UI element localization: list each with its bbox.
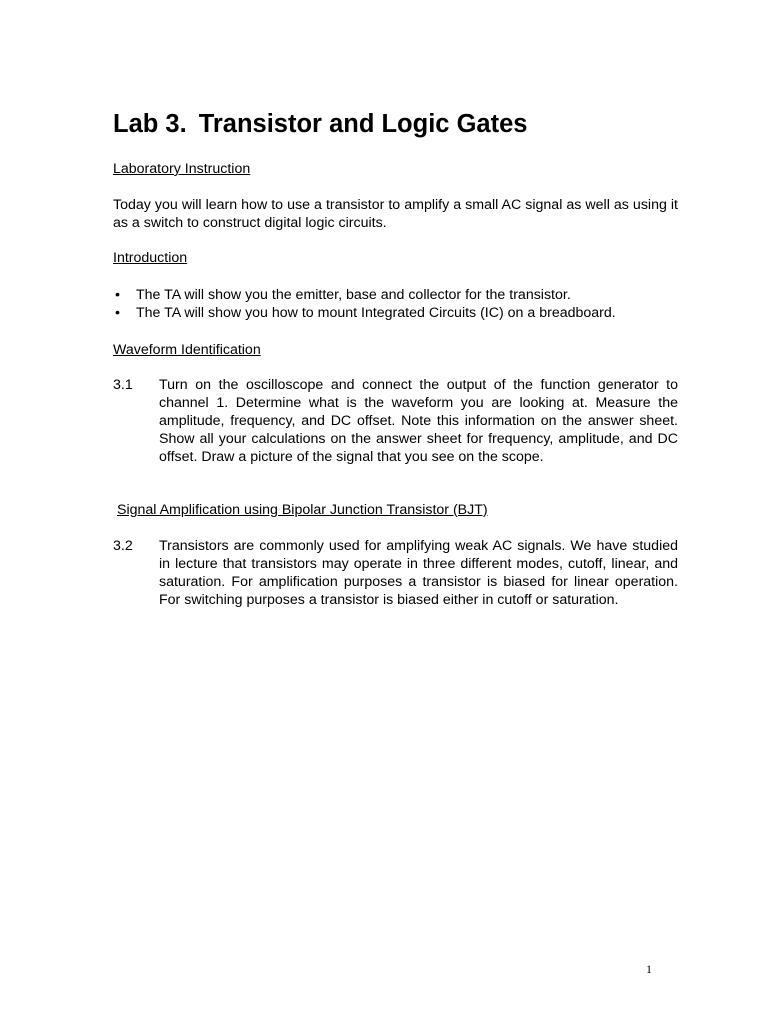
bullet-icon: •: [115, 305, 120, 321]
item-number: 3.1: [113, 377, 133, 393]
heading-laboratory-instruction: Laboratory Instruction: [113, 161, 251, 177]
introduction-bullet-list: [113, 286, 678, 322]
heading-signal-amplification: Signal Amplification using Bipolar Junction Transistor (BJT): [117, 502, 488, 518]
list-item: [113, 286, 678, 304]
item-text: Turn on the oscilloscope and connect the output of the function generator to channel 1. Determine what is the waveform you are looking at. Measure the amplitude, frequency, and DC offset. Note this information on the answer sheet. Show all your calculations on the answer sheet for frequency, amplitude, and DC offset. Draw a picture of the signal that you see on the scope.: [159, 377, 678, 465]
item-text: Transistors are commonly used for amplifying weak AC signals. We have studied in lecture that transistors may operate in three different modes, cutoff, linear, and saturation. For amplification purposes a transistor is biased for linear operation. For switching purposes a transistor is biased either in cutoff or saturation.: [159, 538, 678, 608]
bullet-text: The TA will show you how to mount Integrated Circuits (IC) on a breadboard.: [136, 305, 616, 321]
paragraph-laboratory-instruction: Today you will learn how to use a transistor to amplify a small AC signal as well as using it as a switch to construct digital logic circuits.: [113, 197, 678, 231]
heading-introduction: Introduction: [113, 250, 188, 266]
bullet-text: The TA will show you the emitter, base and collector for the transistor.: [136, 287, 571, 303]
heading-waveform-identification: Waveform Identification: [113, 342, 261, 358]
title-main: Transistor and Logic Gates: [198, 110, 528, 138]
title-prefix: Lab 3.: [113, 110, 187, 138]
bullet-icon: •: [115, 287, 120, 303]
item-number: 3.2: [113, 538, 133, 554]
numbered-item-3-1: [113, 376, 678, 466]
numbered-item-3-2: [113, 537, 678, 609]
page-number: 1: [646, 962, 652, 976]
list-item: [113, 304, 678, 322]
page-title: [113, 108, 527, 140]
